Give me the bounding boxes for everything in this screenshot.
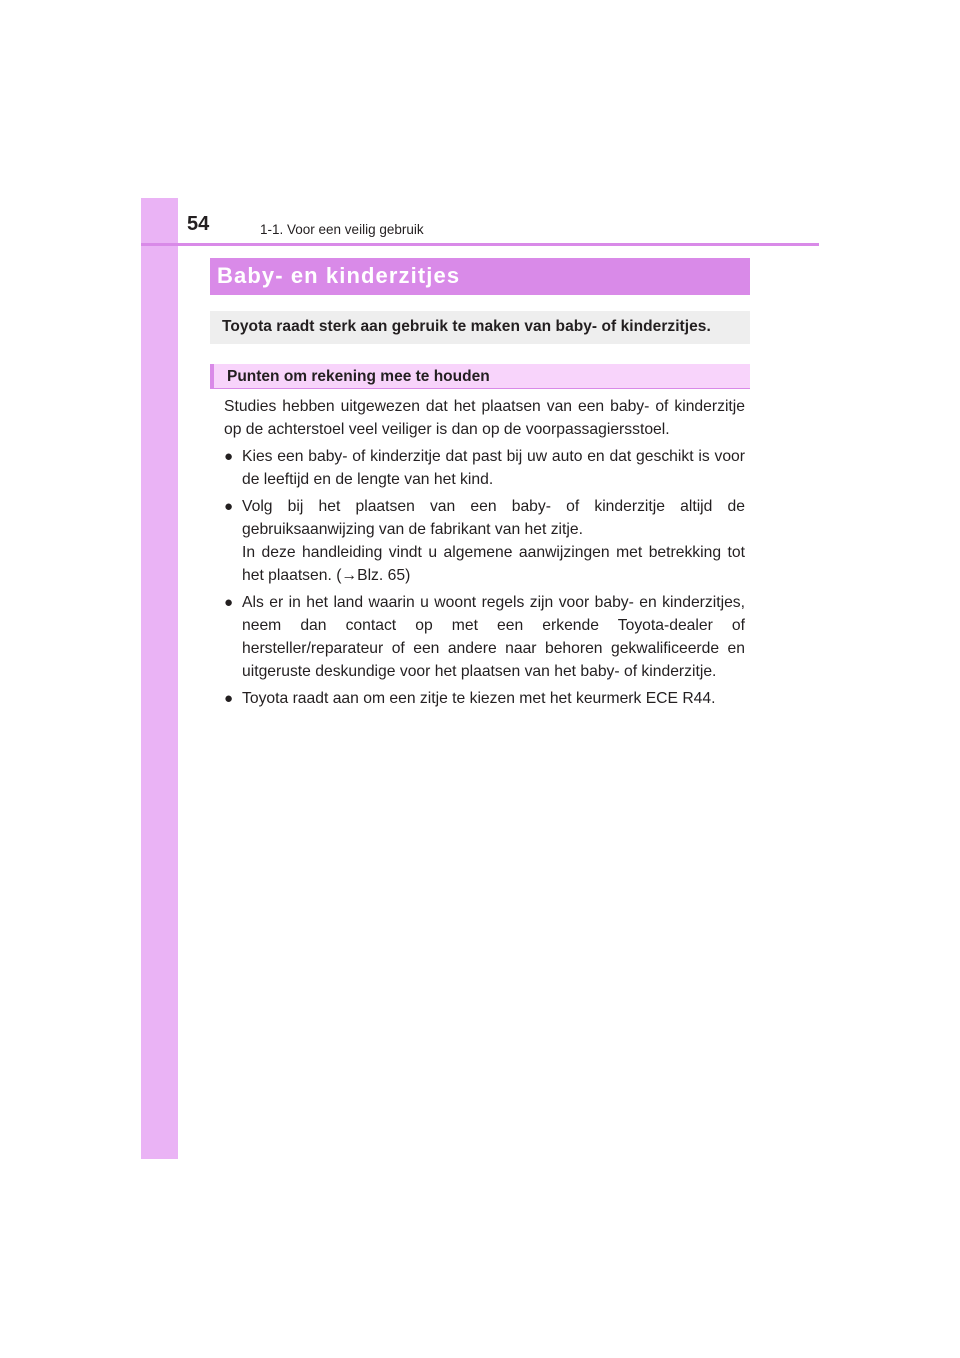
side-tab-strip — [141, 198, 178, 1159]
header-rule — [141, 243, 819, 246]
list-item — [224, 495, 745, 587]
section-title: Baby- en kinderzitjes — [210, 258, 750, 295]
sub-heading: Punten om rekening mee te houden — [210, 364, 750, 389]
list-item — [224, 591, 745, 683]
intro-box: Toyota raadt sterk aan gebruik te maken van baby- of kinderzitjes. — [210, 311, 750, 344]
bullet-icon: ● — [224, 448, 234, 465]
bullet-icon: ● — [224, 690, 234, 707]
running-head: 1-1. Voor een veilig gebruik — [260, 222, 424, 237]
list-item-extra: In deze handleiding vindt u algemene aanwijzingen met betrekking tot het plaatsen. (→Blz. 65) — [242, 544, 745, 584]
bullet-icon: ● — [224, 594, 234, 611]
list-item-text: Toyota raadt aan om een zitje te kiezen met het keurmerk ECE R44. — [242, 690, 716, 707]
intro-paragraph: Studies hebben uitgewezen dat het plaatsen van een baby- of kinderzitje op de achterstoel veel veiliger is dan op de voorpassagiersstoel. — [224, 398, 745, 438]
list-item — [224, 445, 745, 491]
list-item-text: Als er in het land waarin u woont regels zijn voor baby- en kinderzitjes, neem dan contact op met een erkende Toyota-dealer of hersteller/reparateur of een andere naar behoren gekwalificeerde en uitgeruste deskundige voor het plaatsen van het baby- of kinderzitje. — [242, 594, 745, 680]
list-item — [224, 687, 745, 710]
list-item-text: Volg bij het plaatsen van een baby- of kinderzitje altijd de gebruiksaanwijzing van de fabrikant van het zitje. — [242, 498, 745, 538]
bullet-icon: ● — [224, 498, 234, 515]
page-number: 54 — [187, 213, 210, 235]
body-text — [224, 395, 745, 710]
list-item-text: Kies een baby- of kinderzitje dat past bij uw auto en dat geschikt is voor de leeftijd en de lengte van het kind. — [242, 448, 745, 488]
